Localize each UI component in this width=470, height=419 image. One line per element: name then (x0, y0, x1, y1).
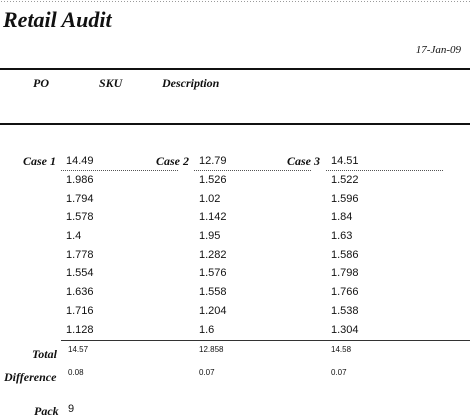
case-1-value: 1.578 (66, 211, 94, 224)
case-2-value: 1.02 (199, 192, 221, 205)
case-1-first-value: 14.49 (66, 155, 94, 167)
case-2-first-value: 12.79 (199, 155, 227, 167)
case-3-value: 1.586 (331, 248, 359, 261)
case-3-value: 1.766 (331, 286, 359, 299)
case-2-value: 1.6 (199, 323, 215, 336)
pack-label: Pack (34, 404, 59, 418)
sku-column-header: SKU (99, 76, 123, 90)
case-1-total: 14.57 (68, 345, 89, 354)
case-1-value: 1.554 (66, 267, 94, 280)
case-3-value: 1.63 (331, 230, 353, 243)
case-2-value: 1.142 (199, 211, 227, 224)
top-dotted-border (0, 0, 470, 3)
case-2-value: 1.95 (199, 230, 221, 243)
case-2-difference: 0.07 (199, 368, 215, 377)
header-bottom-rule (0, 123, 470, 125)
total-rule (61, 340, 470, 341)
case-1-value: 1.4 (66, 230, 82, 243)
case-2-values (199, 171, 227, 339)
case-2-value: 1.558 (199, 286, 227, 299)
case-1-value: 1.794 (66, 192, 94, 205)
case-1-difference: 0.08 (68, 368, 84, 377)
case-2-value: 1.526 (199, 174, 227, 186)
case-1-value: 1.716 (66, 304, 94, 317)
report-title: Retail Audit (3, 7, 112, 32)
case-1-value: 1.778 (66, 248, 94, 261)
difference-label: Difference (4, 370, 57, 384)
pack-value: 9 (68, 403, 75, 415)
case-2-total: 12.858 (199, 345, 224, 354)
case-3-value: 1.522 (331, 174, 359, 186)
total-label: Total (32, 347, 57, 361)
case-1-value: 1.636 (66, 286, 94, 299)
case-1-label: Case 1 (23, 154, 56, 168)
description-column-header: Description (162, 76, 220, 90)
case-3-first-value: 14.51 (331, 155, 359, 167)
case-3-value: 1.798 (331, 267, 359, 280)
report-date: 17-Jan-09 (415, 44, 461, 56)
case-3-value: 1.304 (331, 323, 359, 336)
case-3-value: 1.538 (331, 304, 359, 317)
po-column-header: PO (33, 76, 49, 90)
case-3-total: 14.58 (331, 345, 352, 354)
header-top-rule (0, 68, 470, 70)
case-1-value: 1.986 (66, 174, 94, 186)
case-2-label: Case 2 (156, 154, 189, 168)
case-3-value: 1.596 (331, 192, 359, 205)
case-2-value: 1.576 (199, 267, 227, 280)
case-3-value: 1.84 (331, 211, 353, 224)
case-1-values (66, 171, 94, 339)
case-3-label: Case 3 (287, 154, 320, 168)
case-2-value: 1.204 (199, 304, 227, 317)
case-1-value: 1.128 (66, 323, 94, 336)
case-3-values (331, 171, 359, 339)
case-2-value: 1.282 (199, 248, 227, 261)
case-3-difference: 0.07 (331, 368, 347, 377)
